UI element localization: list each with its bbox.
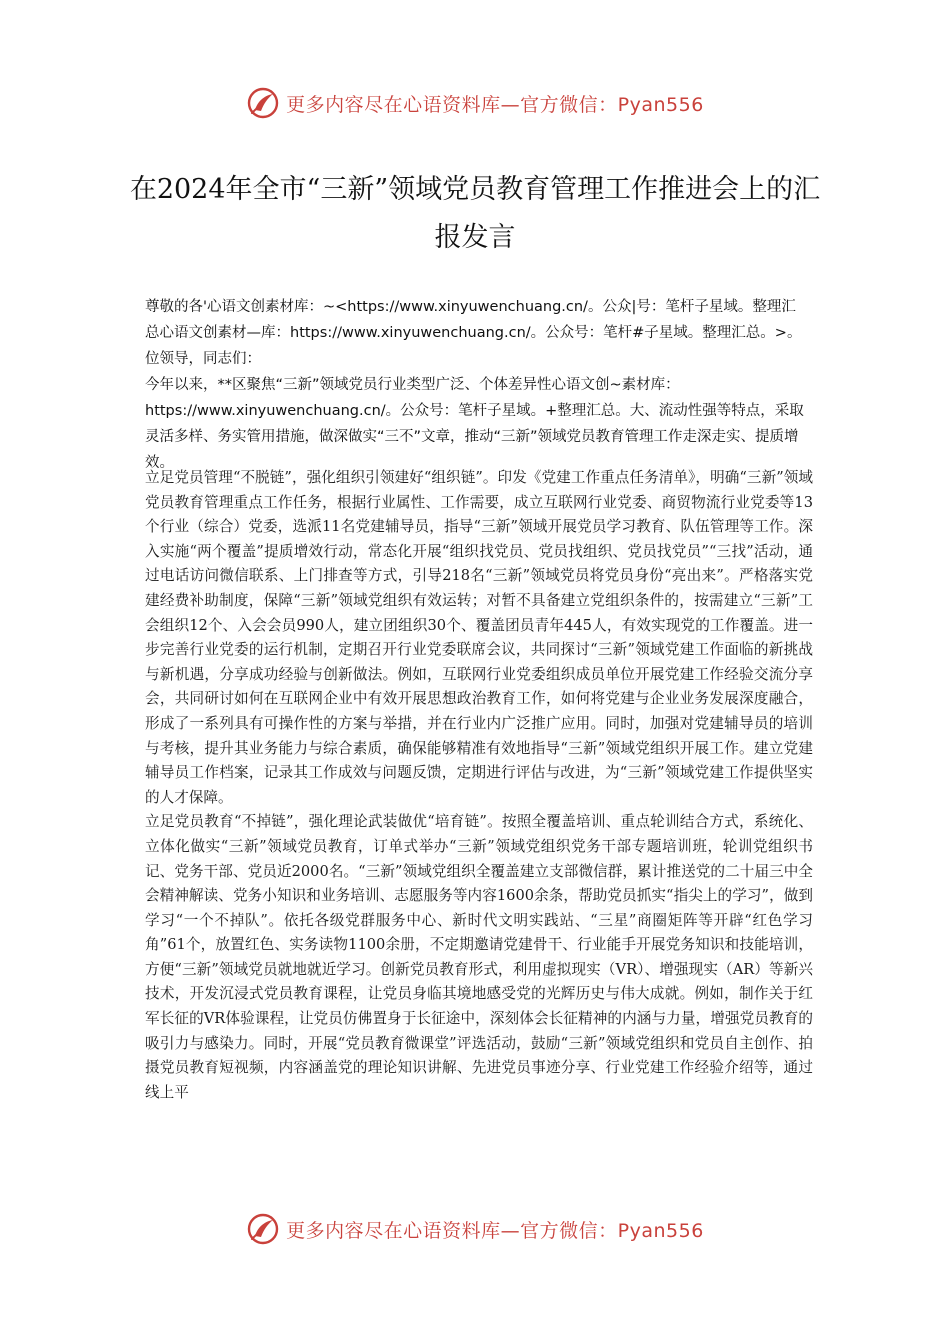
paragraph-party-member-management: 立足党员管理“不脱链”，强化组织引领建好“组织链”。印发《党建工作重点任务清单》，明确“三新”领域党员教育管理重点工作任务，根据行业属性、工作需要，成立互联网行业党委、商贸物流行业党委等13个行业（综合）党委，选派11名党建辅导员，指导“三新”领域开展党员学习教育、队伍管理等工作。深入实施“两个覆盖”提质增效行动，常态化开展“组织找党员、党员找组织、党员找党员”“三找”活动，通过电话访问微信联系、上门排查等方式，引导218名“三新”领域党员将党员身份“亮出来”。严格落实党建经费补助制度，保障“三新”领域党组织有效运转；对暂不具备建立党组织条件的，按需建立“三新”工会组织12个、入会会员990人，建立团组织30个、覆盖团员青年445人，有效实现党的工作覆盖。进一步完善行业党委的运行机制，定期召开行业党委联席会议，共同探讨“三新”领域党建工作面临的新挑战与新机遇，分享成功经验与创新做法。例如，互联网行业党委组织成员单位开展党建工作经验交流分享会，共同研讨如何在互联网企业中有效开展思想政治教育工作，如何将党建与企业业务发展深度融合，形成了一系列具有可操作性的方案与举措，并在行业内广泛推广应用。同时，加强对党建辅导员的培训与考核，提升其业务能力与综合素质，确保能够精准有效地指导“三新”领域党组织开展工作。建立党建辅导员工作档案，记录其工作成效与问题反馈，定期进行评估与改进，为“三新”领域党建工作提供坚实的人才保障。 <box>145 469 813 806</box>
banner-text: 更多内容尽在心语资料库—官方微信：Pyan556 <box>286 93 704 116</box>
brand-logo-icon <box>246 86 280 120</box>
document-body <box>145 466 813 1105</box>
brand-logo-icon <box>246 1212 280 1246</box>
intro-greeting: 尊敬的各'心语文创素材库：~<https://www.xinyuwenchuang.cn/。公众|号：笔杆子星域。整理汇总心语文创素材—库：https://www.xinyuwenchuang.cn/。公众号：笔杆#子星域。整理汇总。>。位领导，同志们： <box>145 299 802 367</box>
intro-summary: 今年以来，**区聚焦“三新”领域党员行业类型广泛、个体差异性心语文创~素材库：https://www.xinyuwenchuang.cn/。公众号：笔杆子星域。+整理汇总。大、流动性强等特点，采取灵活多样、务实管用措施，做深做实“三不”文章，推动“三新”领域党员教育管理工作走深走实、提质增效。 <box>145 377 804 471</box>
paragraph-party-member-education: 立足党员教育“不掉链”，强化理论武装做优“培育链”。按照全覆盖培训、重点轮训结合方式，系统化、立体化做实“三新”领域党员教育，订单式举办“三新”领域党组织党务干部专题培训班，轮训党组织书记、党务干部、党员近2000名。“三新”领域党组织全覆盖建立支部微信群，累计推送党的二十届三中全会精神解读、党务小知识和业务培训、志愿服务等内容1600余条，帮助党员抓实“指尖上的学习”，做到学习“一个不掉队”。依托各级党群服务中心、新时代文明实践站、“三星”商圈矩阵等开辟“红色学习角”61个，放置红色、实务读物1100余册，不定期邀请党建骨干、行业能手开展党务知识和技能培训，方便“三新”领域党员就地就近学习。创新党员教育形式，利用虚拟现实（VR）、增强现实（AR）等新兴技术，开发沉浸式党员教育课程，让党员身临其境地感受党的光辉历史与伟大成就。例如，制作关于红军长征的VR体验课程，让党员仿佛置身于长征途中，深刻体会长征精神的内涵与力量，增强党员教育的吸引力与感染力。同时，开展“党员教育微课堂”评选活动，鼓励“三新”领域党组织和党员自主创作、拍摄党员教育短视频，内容涵盖党的理论知识讲解、先进党员事迹分享、行业党建工作经验介绍等，通过线上平 <box>145 813 813 1101</box>
document-title: 在2024年全市“三新”领域党员教育管理工作推进会上的汇报发言 <box>129 174 821 254</box>
banner-text: 更多内容尽在心语资料库—官方微信：Pyan556 <box>286 1219 704 1242</box>
intro-section <box>145 294 810 476</box>
header-watermark-banner <box>0 83 950 123</box>
footer-watermark-banner <box>0 1209 950 1249</box>
